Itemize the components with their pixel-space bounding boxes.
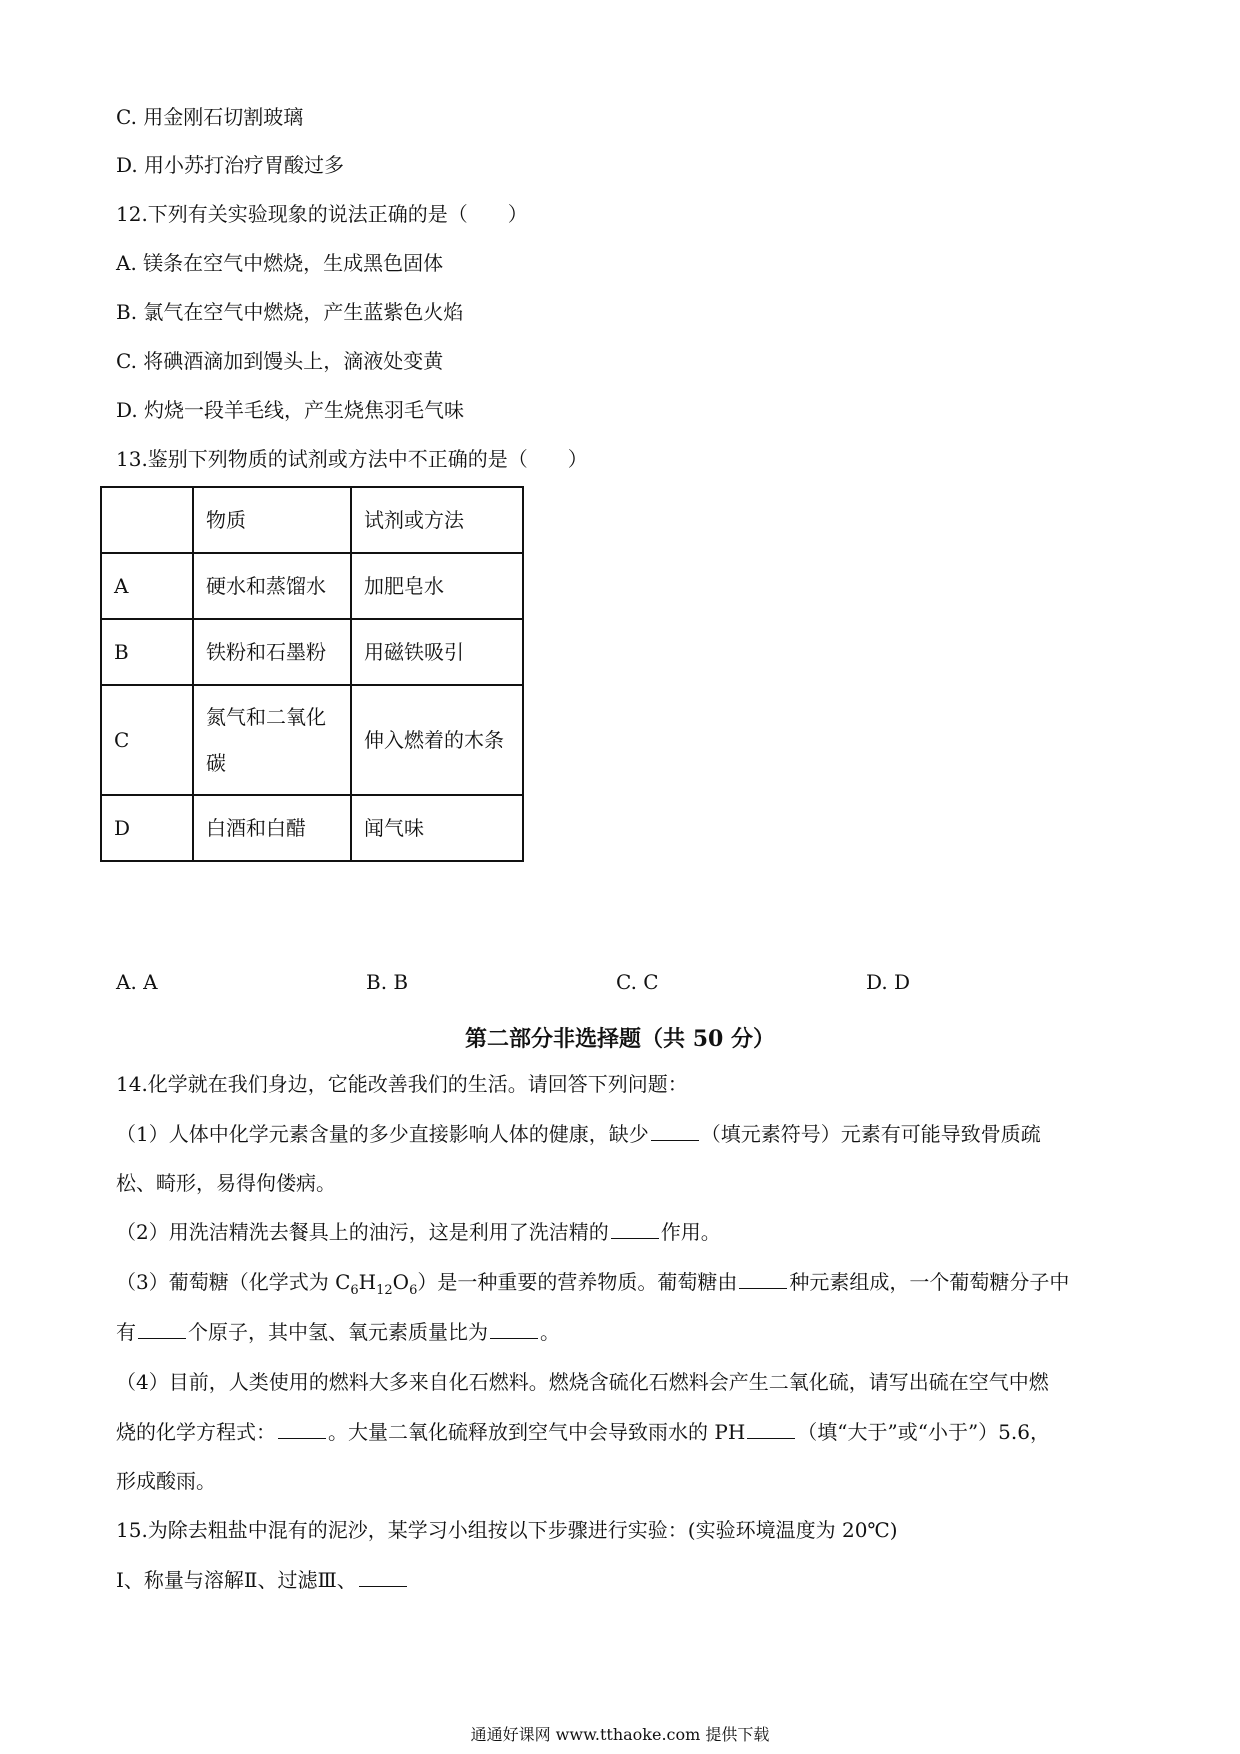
answer-blank[interactable] [739, 1268, 787, 1289]
table-cell: 加肥皂水 [351, 553, 523, 619]
q12-stem: 12.下列有关实验现象的说法正确的是（ ） [116, 202, 528, 226]
q14-p1-text-a: （1）人体中化学元素含量的多少直接影响人体的健康，缺少 [116, 1122, 649, 1146]
q12-option-c: C. 将碘酒滴加到馒头上，滴液处变黄 [116, 349, 444, 373]
q13-options [116, 970, 1016, 1000]
answer-blank[interactable] [138, 1318, 186, 1339]
q14-part4-line2 [116, 1418, 1050, 1446]
q13-stem: 13.鉴别下列物质的试剂或方法中不正确的是（ ） [116, 447, 588, 471]
q14-part4-line1: （4）目前，人类使用的燃料大多来自化石燃料。燃烧含硫化石燃料会产生二氧化硫，请写出硫在空气中燃 [116, 1370, 1049, 1394]
table-cell: 闻气味 [351, 795, 523, 861]
table-row [101, 553, 523, 619]
q12-option-a: A. 镁条在空气中燃烧，生成黑色固体 [116, 251, 444, 275]
q15-stem: 15.为除去粗盐中混有的泥沙，某学习小组按以下步骤进行实验：(实验环境温度为 20℃) [116, 1518, 898, 1542]
table-cell: 伸入燃着的木条 [351, 685, 523, 795]
table-cell: 白酒和白醋 [193, 795, 351, 861]
q11-option-d: D. 用小苏打治疗胃酸过多 [116, 153, 345, 177]
q12-option-b: B. 氯气在空气中燃烧，产生蓝紫色火焰 [116, 300, 464, 324]
table-cell: A [101, 553, 193, 619]
q14-p3-text-a: （3）葡萄糖（化学式为 C [116, 1270, 351, 1294]
answer-blank[interactable] [747, 1418, 795, 1439]
q14-p4-text-b: 烧的化学方程式： [116, 1420, 276, 1444]
answer-blank[interactable] [278, 1418, 326, 1439]
table-row [101, 619, 523, 685]
q14-part3-line2 [116, 1318, 560, 1346]
q14-p4-text-c: 。大量二氧化硫释放到空气中会导致雨水的 PH [328, 1420, 746, 1444]
q13-option-b: B. B [366, 970, 409, 994]
table-cell: C [101, 685, 193, 795]
table-cell: 硬水和蒸馏水 [193, 553, 351, 619]
table-cell: 氮气和二氧化碳 [193, 685, 351, 795]
q14-p2-text-b: 作用。 [660, 1220, 721, 1244]
section-title: 第二部分非选择题（共 50 分） [465, 1026, 775, 1052]
subscript: 12 [376, 1283, 393, 1298]
q14-p3-text-c: 种元素组成，一个葡萄糖分子中 [789, 1270, 1070, 1294]
q13-option-c: C. C [616, 970, 659, 994]
q14-p3-text-f: 。 [540, 1320, 560, 1344]
q12-option-d: D. 灼烧一段羊毛线，产生烧焦羽毛气味 [116, 398, 465, 422]
table-cell: D [101, 795, 193, 861]
q13-table [100, 486, 524, 862]
q13-option-a: A. A [116, 970, 158, 994]
q14-part3-line1 [116, 1268, 1069, 1296]
q14-stem: 14.化学就在我们身边，它能改善我们的生活。请回答下列问题： [116, 1072, 688, 1096]
q14-part4-line3: 形成酸雨。 [116, 1469, 216, 1493]
answer-blank[interactable] [651, 1120, 699, 1141]
q14-part2 [116, 1218, 721, 1246]
table-row [101, 685, 523, 795]
table-cell: 用磁铁吸引 [351, 619, 523, 685]
q14-p1-text-b: （填元素符号）元素有可能导致骨质疏 [700, 1122, 1041, 1146]
q14-p2-text-a: （2）用洗洁精洗去餐具上的油污，这是利用了洗洁精的 [116, 1220, 609, 1244]
answer-blank[interactable] [490, 1318, 538, 1339]
answer-blank[interactable] [359, 1566, 407, 1587]
answer-blank[interactable] [611, 1218, 659, 1239]
table-header-cell: 物质 [193, 487, 351, 553]
q11-option-c: C. 用金刚石切割玻璃 [116, 105, 304, 129]
q15-steps-text: Ⅰ、称量与溶解Ⅱ、过滤Ⅲ、 [116, 1568, 357, 1592]
table-cell: B [101, 619, 193, 685]
q14-p3-text-e: 个原子，其中氢、氧元素质量比为 [188, 1320, 488, 1344]
table-row [101, 795, 523, 861]
table-header-cell: 试剂或方法 [351, 487, 523, 553]
table-header-row [101, 487, 523, 553]
table-cell: 铁粉和石墨粉 [193, 619, 351, 685]
q14-p4-text-d: （填“大于”或“小于”）5.6， [797, 1420, 1050, 1444]
page-footer: 通通好课网 www.tthaoke.com 提供下载 [470, 1725, 770, 1744]
formula-o: O [392, 1270, 410, 1294]
subscript: 6 [409, 1283, 418, 1298]
q14-p3-text-b: ）是一种重要的营养物质。葡萄糖由 [417, 1270, 738, 1294]
formula-h: H [358, 1270, 377, 1294]
q14-part1-line2: 松、畸形，易得佝偻病。 [116, 1171, 336, 1195]
q14-part1-line1 [116, 1120, 1041, 1148]
table-header-cell [101, 487, 193, 553]
subscript: 6 [350, 1283, 359, 1298]
q15-steps [116, 1566, 409, 1594]
q13-option-d: D. D [866, 970, 911, 994]
q14-p3-text-d: 有 [116, 1320, 136, 1344]
